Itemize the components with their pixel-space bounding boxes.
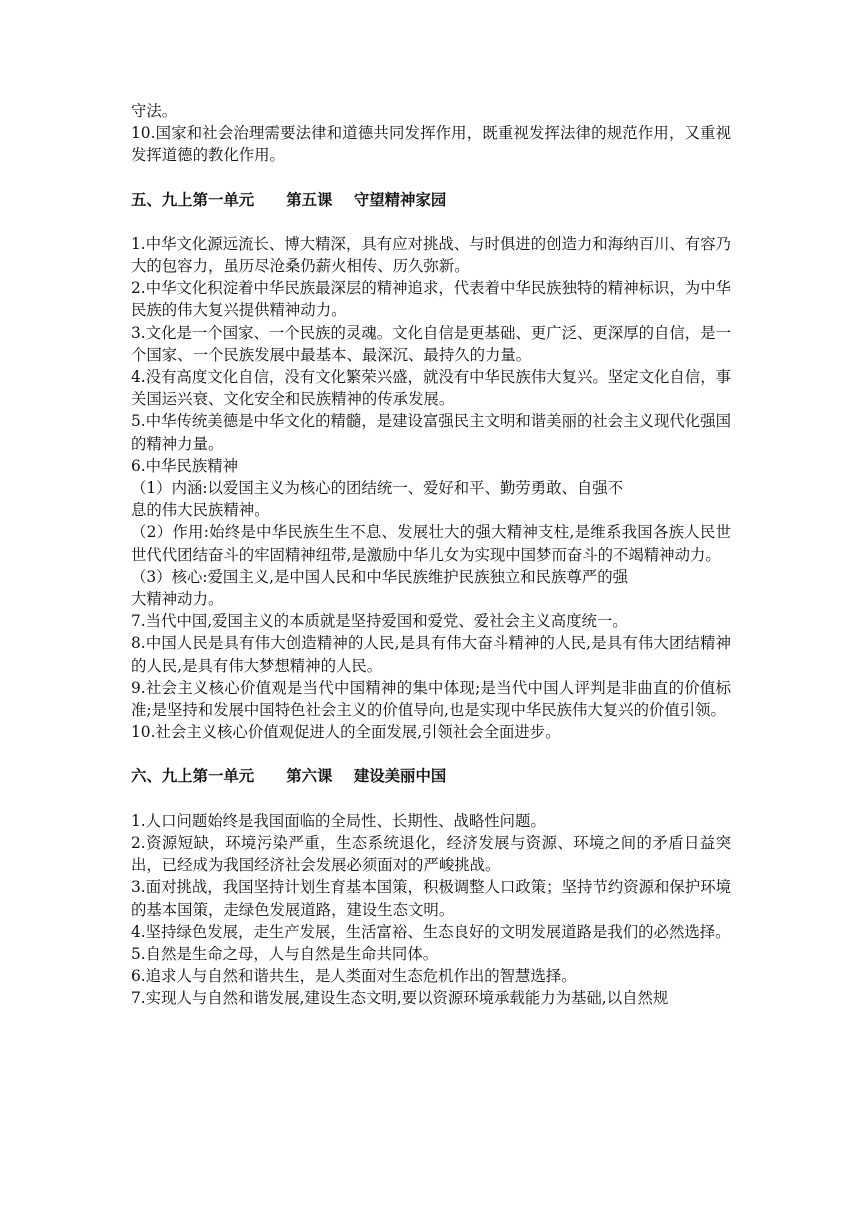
section-5-heading: 五、九上第一单元 第五课 守望精神家园 <box>131 190 447 209</box>
intro-line-2: 10.国家和社会治理需要法律和道德共同发挥作用，既重视发挥法律的规范作用，又重视发挥道德的教化作用。 <box>131 124 731 165</box>
section-5-item-4: 4.没有高度文化自信，没有文化繁荣兴盛，就没有中华民族伟大复兴。坚定文化自信，事关国运兴衰、文化安全和民族精神的传承发展。 <box>131 368 731 409</box>
section-5-sub-1-line-1: （1）内涵:以爱国主义为核心的团结统一、爱好和平、勤劳勇敢、自强不 <box>131 479 624 498</box>
section-6-item-4: 4.坚持绿色发展，走生产发展，生活富裕、生态良好的文明发展道路是我们的必然选择。 <box>131 922 731 941</box>
section-5-item-5: 5.中华传统美德是中华文化的精髓，是建设富强民主文明和谐美丽的社会主义现代化强国的精神力量。 <box>131 412 731 453</box>
section-6-item-6: 6.追求人与自然和谐共生，是人类面对生态危机作出的智慧选择。 <box>131 967 577 986</box>
section-6-item-5: 5.自然是生命之母，人与自然是生命共同体。 <box>131 944 439 963</box>
section-6-heading: 六、九上第一单元 第六课 建设美丽中国 <box>131 767 447 786</box>
spacer <box>131 743 731 765</box>
section-6-item-2: 2.资源短缺，环境污染严重，生态系统退化，经济发展与资源、环境之间的矛盾日益突出，已经成为我国经济社会发展必须面对的严峻挑战。 <box>131 833 731 875</box>
document-page <box>131 100 731 1010</box>
section-6-item-3: 3.面对挑战，我国坚持计划生育基本国策，积极调整人口政策；坚持节约资源和保护环境的基本国策，走绿色发展道路，建设生态文明。 <box>131 878 731 919</box>
section-5-sub-1-line-2: 息的伟大民族精神。 <box>131 501 270 520</box>
section-5-item-8: 8.中国人民是具有伟大创造精神的人民,是具有伟大奋斗精神的人民,是具有伟大团结精神的人民,是具有伟大梦想精神的人民。 <box>131 634 731 675</box>
section-5-item-2: 2.中华文化积淀着中华民族最深层的精神追求，代表着中华民族独特的精神标识，为中华民族的伟大复兴提供精神动力。 <box>131 279 731 320</box>
section-5-item-10: 10.社会主义核心价值观促进人的全面发展,引领社会全面进步。 <box>131 723 561 742</box>
section-5-sub-2: （2）作用:始终是中华民族生生不息、发展壮大的强大精神支柱,是维系我国各族人民世世代代团结奋斗的牢固精神纽带,是激励中华儿女为实现中国梦而奋斗的不竭精神动力。 <box>131 523 731 564</box>
section-5-item-1: 1.中华文化源远流长、博大精深，具有应对挑战、与时俱进的创造力和海纳百川、有容乃大的包容力，虽历尽沧桑仍薪火相传、历久弥新。 <box>131 234 731 276</box>
section-5-sub-3-line-1: （3）核心:爱国主义,是中国人民和中华民族维护民族独立和民族尊严的强 <box>131 567 628 586</box>
intro-line-1: 守法。 <box>131 102 178 120</box>
spacer <box>131 167 731 189</box>
spacer <box>131 788 731 810</box>
section-5-item-7: 7.当代中国,爱国主义的本质就是坚持爱国和爱党、爱社会主义高度统一。 <box>131 612 628 631</box>
spacer <box>131 211 731 233</box>
section-5-item-9: 9.社会主义核心价值观是当代中国精神的集中体现;是当代中国人评判是非曲直的价值标准;是坚持和发展中国特色社会主义的价值导向,也是实现中华民族伟大复兴的价值引领。 <box>131 678 731 720</box>
section-5-item-6: 6.中华民族精神 <box>131 456 239 475</box>
section-5-sub-3-line-2: 大精神动力。 <box>131 590 224 609</box>
section-5-item-3: 3.文化是一个国家、一个民族的灵魂。文化自信是更基础、更广泛、更深厚的自信，是一个国家、一个民族发展中最基本、最深沉、最持久的力量。 <box>131 323 731 364</box>
section-6-item-7: 7.实现人与自然和谐发展,建设生态文明,要以资源环境承载能力为基础,以自然规 <box>131 989 669 1008</box>
section-6-item-1: 1.人口问题始终是我国面临的全局性、长期性、战略性问题。 <box>131 811 546 830</box>
